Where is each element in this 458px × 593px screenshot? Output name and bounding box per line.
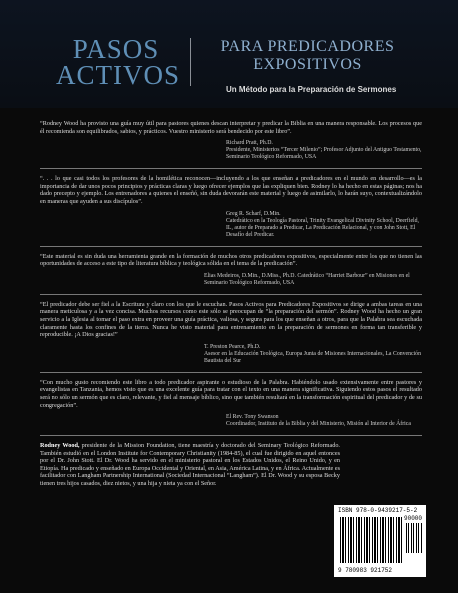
isbn-label: ISBN 978-0-9439217-5-2 [338,507,418,514]
endorsement [40,253,422,287]
back-cover-content [40,120,422,494]
endorsement [40,301,422,365]
book-subtitle [200,38,415,74]
subtitle-line-2: EXPOSITIVOS [253,56,362,73]
isbn-barcode [334,505,426,577]
title-divider [190,38,191,86]
section-divider [40,372,422,373]
endorser-name: Greg R. Scharf, D.Min. [226,210,281,217]
author-bio-text: presidente de la Mission Foundation, tiene maestría y doctorado del Seminary Teológico Reformado. También estudió en el London Institute for Contemporary Christianity (1984-85), el cual fue dirigido en aquel entonces por el Dr. John Stott. El Dr. Wood ha servido en el ministerio pastoral en los Estados Unidos, el Reino Unido, y en Etiopía. Ha predicado y enseñado en Europa Occidental y Oriental, en Asia, América Latina, y en África. Actualmente es facilitador con Langham Partnership International (Sociedad Internacional “Langham”). El Dr. Wood y su esposa Becky tienen tres hijos casados, diez nietos, y una hija y nieta ya con el Señor. [40,442,340,488]
endorser-detail: Asesor en la Educación Teológica, Europa Junta de Misiones Internacionales, La Convención Bautista del Sur [204,350,421,364]
endorsement [40,120,422,161]
endorsement-text: “Con mucho gusto recomiendo este libro a todo predicador aspirante o estudioso de la Palabra. Habiéndolo usado extensivamente entre pastores y evangelistas en Tanzania, hemos visto que es una excelente guía para tratar con el texto en una manera significativa. Siguiendo estos pasos el resultado será no sólo un sermón que es claro, relevante, y fiel al mensaje bíblico, sino que también resultará en la transformación espiritual del predicador y de su congregación”. [40,378,422,409]
endorser-detail: Elias Medeiros, D.Min., D.Miss., Ph.D. Catedrático “Harriet Barbour” en Misiones en el Seminario Teológico Reformado, USA [204,272,410,286]
endorsement-attribution [226,414,422,428]
book-title [56,34,181,90]
endorser-name: Richard Pratt, Ph.D. [226,140,273,147]
book-tagline: Un Método para la Preparación de Sermones [226,85,397,94]
cover-header [0,0,458,108]
price-code: 90000 [404,515,423,522]
endorser-detail: Presidente, Ministerios “Tercer Milenio”; Profesor Adjunto del Antiguo Testamento, Seminario Teológico Reformado, USA [226,147,422,161]
addon-barcode-bars [406,523,422,553]
section-divider [40,435,422,436]
author-bio [40,442,340,488]
endorsement [40,175,422,238]
endorsement-attribution [204,273,422,287]
endorsement-text: “Este material es sin duda una herramienta grande en la formación de muchos otros predicadores expositivos, especialmente entre los que no tienen las oportunidades de acceso a este tipo de literatura bíblica y teológica sólida en el tema de la predicación”. [40,252,422,268]
endorsement [40,379,422,428]
endorsement-attribution [226,211,422,239]
endorser-detail: Coordinador, Instituto de la Biblia y del Ministerio, Misión al Interior de África [226,421,411,428]
endorsement-text: “Rodney Wood ha provisto una guía muy útil para pastores quienes descan interpretar y predicar la Biblia en una manera responsable. Los procesos que él recomienda son equilibrados, sabios, y prácticos. Vuestro ministerio será bendecido por este libro”. [40,120,422,135]
barcode-bars [340,517,402,563]
endorsement-attribution [204,344,422,365]
endorsement-text: “. . . lo que casi todos los profesores de la homilética reconocen—incluyendo a los que enseñan a predicadores en el mundo en desarrollo—es la importancia de dar unos pocos principios y prácticas claras y luego ofrecer ejemplos que las expliquen bien. Rodney lo ha hecho en estas páginas; nos ha dado precepto y ejemplo. Los entrenadores a quienes el enseñó, sin duda devorarán este material y luego de asimilarlo, lo harán suyo, contextualizándolo en maneras que ayuden a sus discípulos”. [40,175,422,205]
ean-number: 9 780983 921752 [338,567,393,574]
section-divider [40,246,422,247]
endorser-detail: Catedrático en la Teología Pastoral, Trinity Evangelical Divinity School, Deerfield, IL, autor de Preparado a Predicar, La Predicación Relacional, y con John Stott, El Desafío del Predicar. [226,217,419,238]
section-divider [40,168,422,169]
endorser-name: El Rev. Tony Swanson [226,414,279,421]
subtitle-line-1: PARA PREDICADORES [220,38,395,55]
title-line-2: ACTIVOS [56,60,181,90]
title-line-1: PASOS [72,34,160,64]
author-name: Rodney Wood, [40,442,80,450]
endorsement-text: “El predicador debe ser fiel a la Escritura y claro con los que le escuchan. Pasos Activos para Predicadores Expositivos se dirige a ambas tareas en una manera meticulosa y a la vez concisa. Muchos recursos como este sólo se preocupan de “la preparación del sermón”. Rodney Wood ha hecho un gran servicio a la Iglesia al tomar el paso extra en proveer una guía práctica, valiosa, y segura para los que enseñan a otros, para que la Palabra sea escuchada claramente hasta los confines de la tierra. Nunca he visto material para entrenamiento en la preparación de sermones en forma tan transferible y reproducible. ¡A Dios gracias!” [40,300,422,339]
section-divider [40,294,422,295]
endorser-name: T. Preston Pearce, Ph.D. [204,343,261,350]
endorsement-attribution [226,140,422,161]
